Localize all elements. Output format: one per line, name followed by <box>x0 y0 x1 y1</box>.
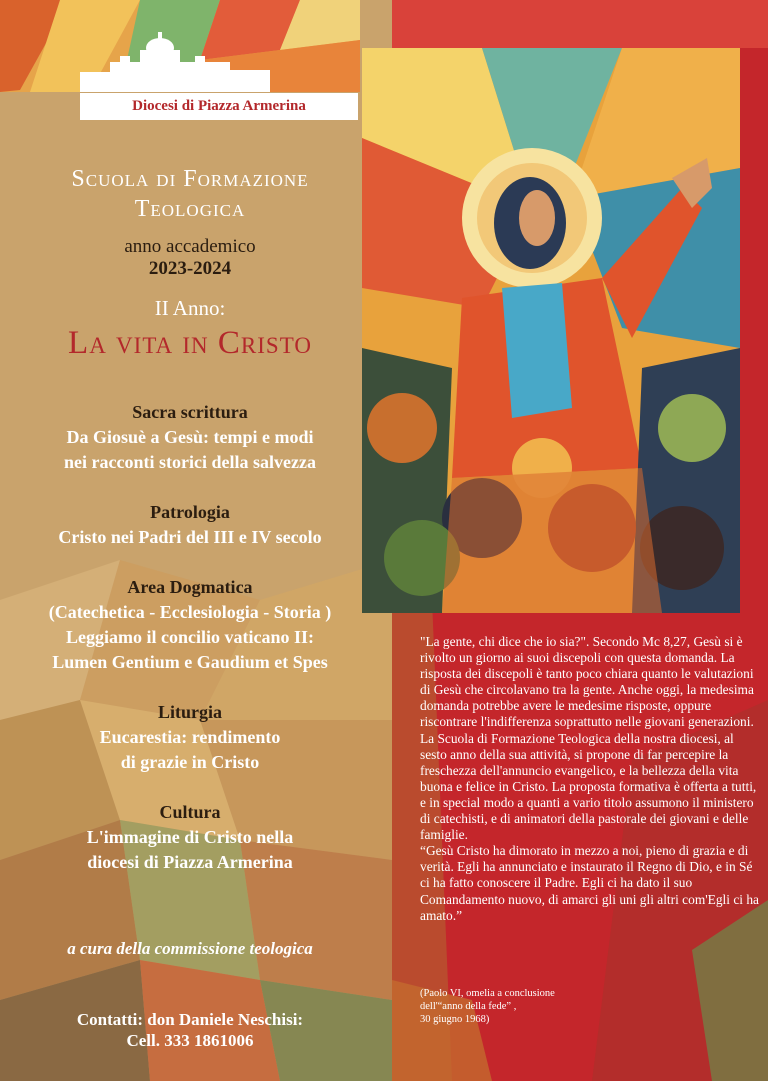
citation-line: (Paolo VI, omelia a conclusione <box>420 988 555 999</box>
course-sacra-scrittura <box>0 400 380 475</box>
course-heading: Liturgia <box>157 702 222 722</box>
course-line: Leggiamo il concilio vaticano II: <box>66 627 314 647</box>
contact-info <box>0 1009 380 1051</box>
course-line: Da Giosuè a Gesù: tempi e modi <box>66 427 314 447</box>
year-label: II Anno: <box>154 296 226 320</box>
course-line: L'immagine di Cristo nella <box>86 827 294 847</box>
course-line: di grazie in Cristo <box>120 752 260 772</box>
school-title-line1: Scuola di Formazione <box>71 166 309 192</box>
body-paragraph-intro: "La gente, chi dice che io sia?". Secondo Mc 8,27, Gesù si è rivolto un giorno ai suoi discepoli con questa domanda. La risposta dei discepoli è tanto poco chiara quanto le valutazioni di Gesù che circolavano tra la gente. Anche oggi, la medesima domanda potrebbe avere le medesime risposte, oppure riscontrare l'indifferenza soprattutto nelle giovani generazioni. <box>420 634 754 730</box>
course-heading: Sacra scrittura <box>132 402 248 422</box>
course-liturgia <box>0 700 380 775</box>
academic-year: 2023-2024 <box>148 258 232 279</box>
diocese-name: Diocesi di Piazza Armerina <box>132 98 306 114</box>
course-heading: Area Dogmatica <box>127 577 253 597</box>
diocese-banner <box>80 93 358 120</box>
course-cultura <box>0 800 380 875</box>
curator-credit: a cura della commissione teologica <box>67 939 313 958</box>
contact-phone: Cell. 333 1861006 <box>126 1031 254 1050</box>
body-paragraph-quote: “Gesù Cristo ha dimorato in mezzo a noi, pieno di grazia e di verità. Egli ha annunciato e instaurato il Regno di Dio, e in Sé ci ha fatto conoscere il Padre. Egli ci ha dato il suo Comandamento nuovo, di amarci gli uni gli altri com'Egli ci ha amato.” <box>420 843 759 923</box>
body-paragraph-school: La Scuola di Formazione Teologica della nostra diocesi, al sesto anno della sua attività, si propone di far percepire la freschezza dell'annuncio evangelico, e la bellezza della vita buona e felice in Cristo. La proposta formativa è offerta a tutti, e in special modo a quanti a vario titolo assumono il ministero di catechisti, e di animatori della pastorale dei giovani e delle famiglie. <box>420 730 757 843</box>
course-line: Cristo nei Padri del III e IV secolo <box>58 527 322 547</box>
diocese-skyline-logo <box>0 0 360 92</box>
course-heading: Patrologia <box>150 502 230 522</box>
course-line: Lumen Gentium e Gaudium et Spes <box>52 652 328 672</box>
school-title-line2: Teologica <box>134 196 246 222</box>
course-line: nei racconti storici della salvezza <box>64 452 316 472</box>
course-heading: Cultura <box>159 802 221 822</box>
left-column <box>0 120 380 875</box>
course-line: (Catechetica - Ecclesiologia - Storia ) <box>48 602 332 622</box>
course-area-dogmatica <box>0 575 380 675</box>
course-patrologia <box>0 500 380 550</box>
school-title <box>0 164 380 224</box>
quote-citation <box>420 988 555 1026</box>
course-line: diocesi di Piazza Armerina <box>87 852 293 872</box>
citation-line: 30 giugno 1968) <box>420 1013 490 1025</box>
theme-title: La vita in Cristo <box>68 325 312 361</box>
academic-year-label: anno accademico <box>124 236 256 257</box>
citation-line: dell'“anno della fede” , <box>420 1000 517 1012</box>
contact-person: Contatti: don Daniele Neschisi: <box>76 1010 304 1029</box>
course-line: Eucarestia: rendimento <box>99 727 281 747</box>
body-text <box>420 634 760 924</box>
christ-mosaic-painting <box>362 48 740 613</box>
